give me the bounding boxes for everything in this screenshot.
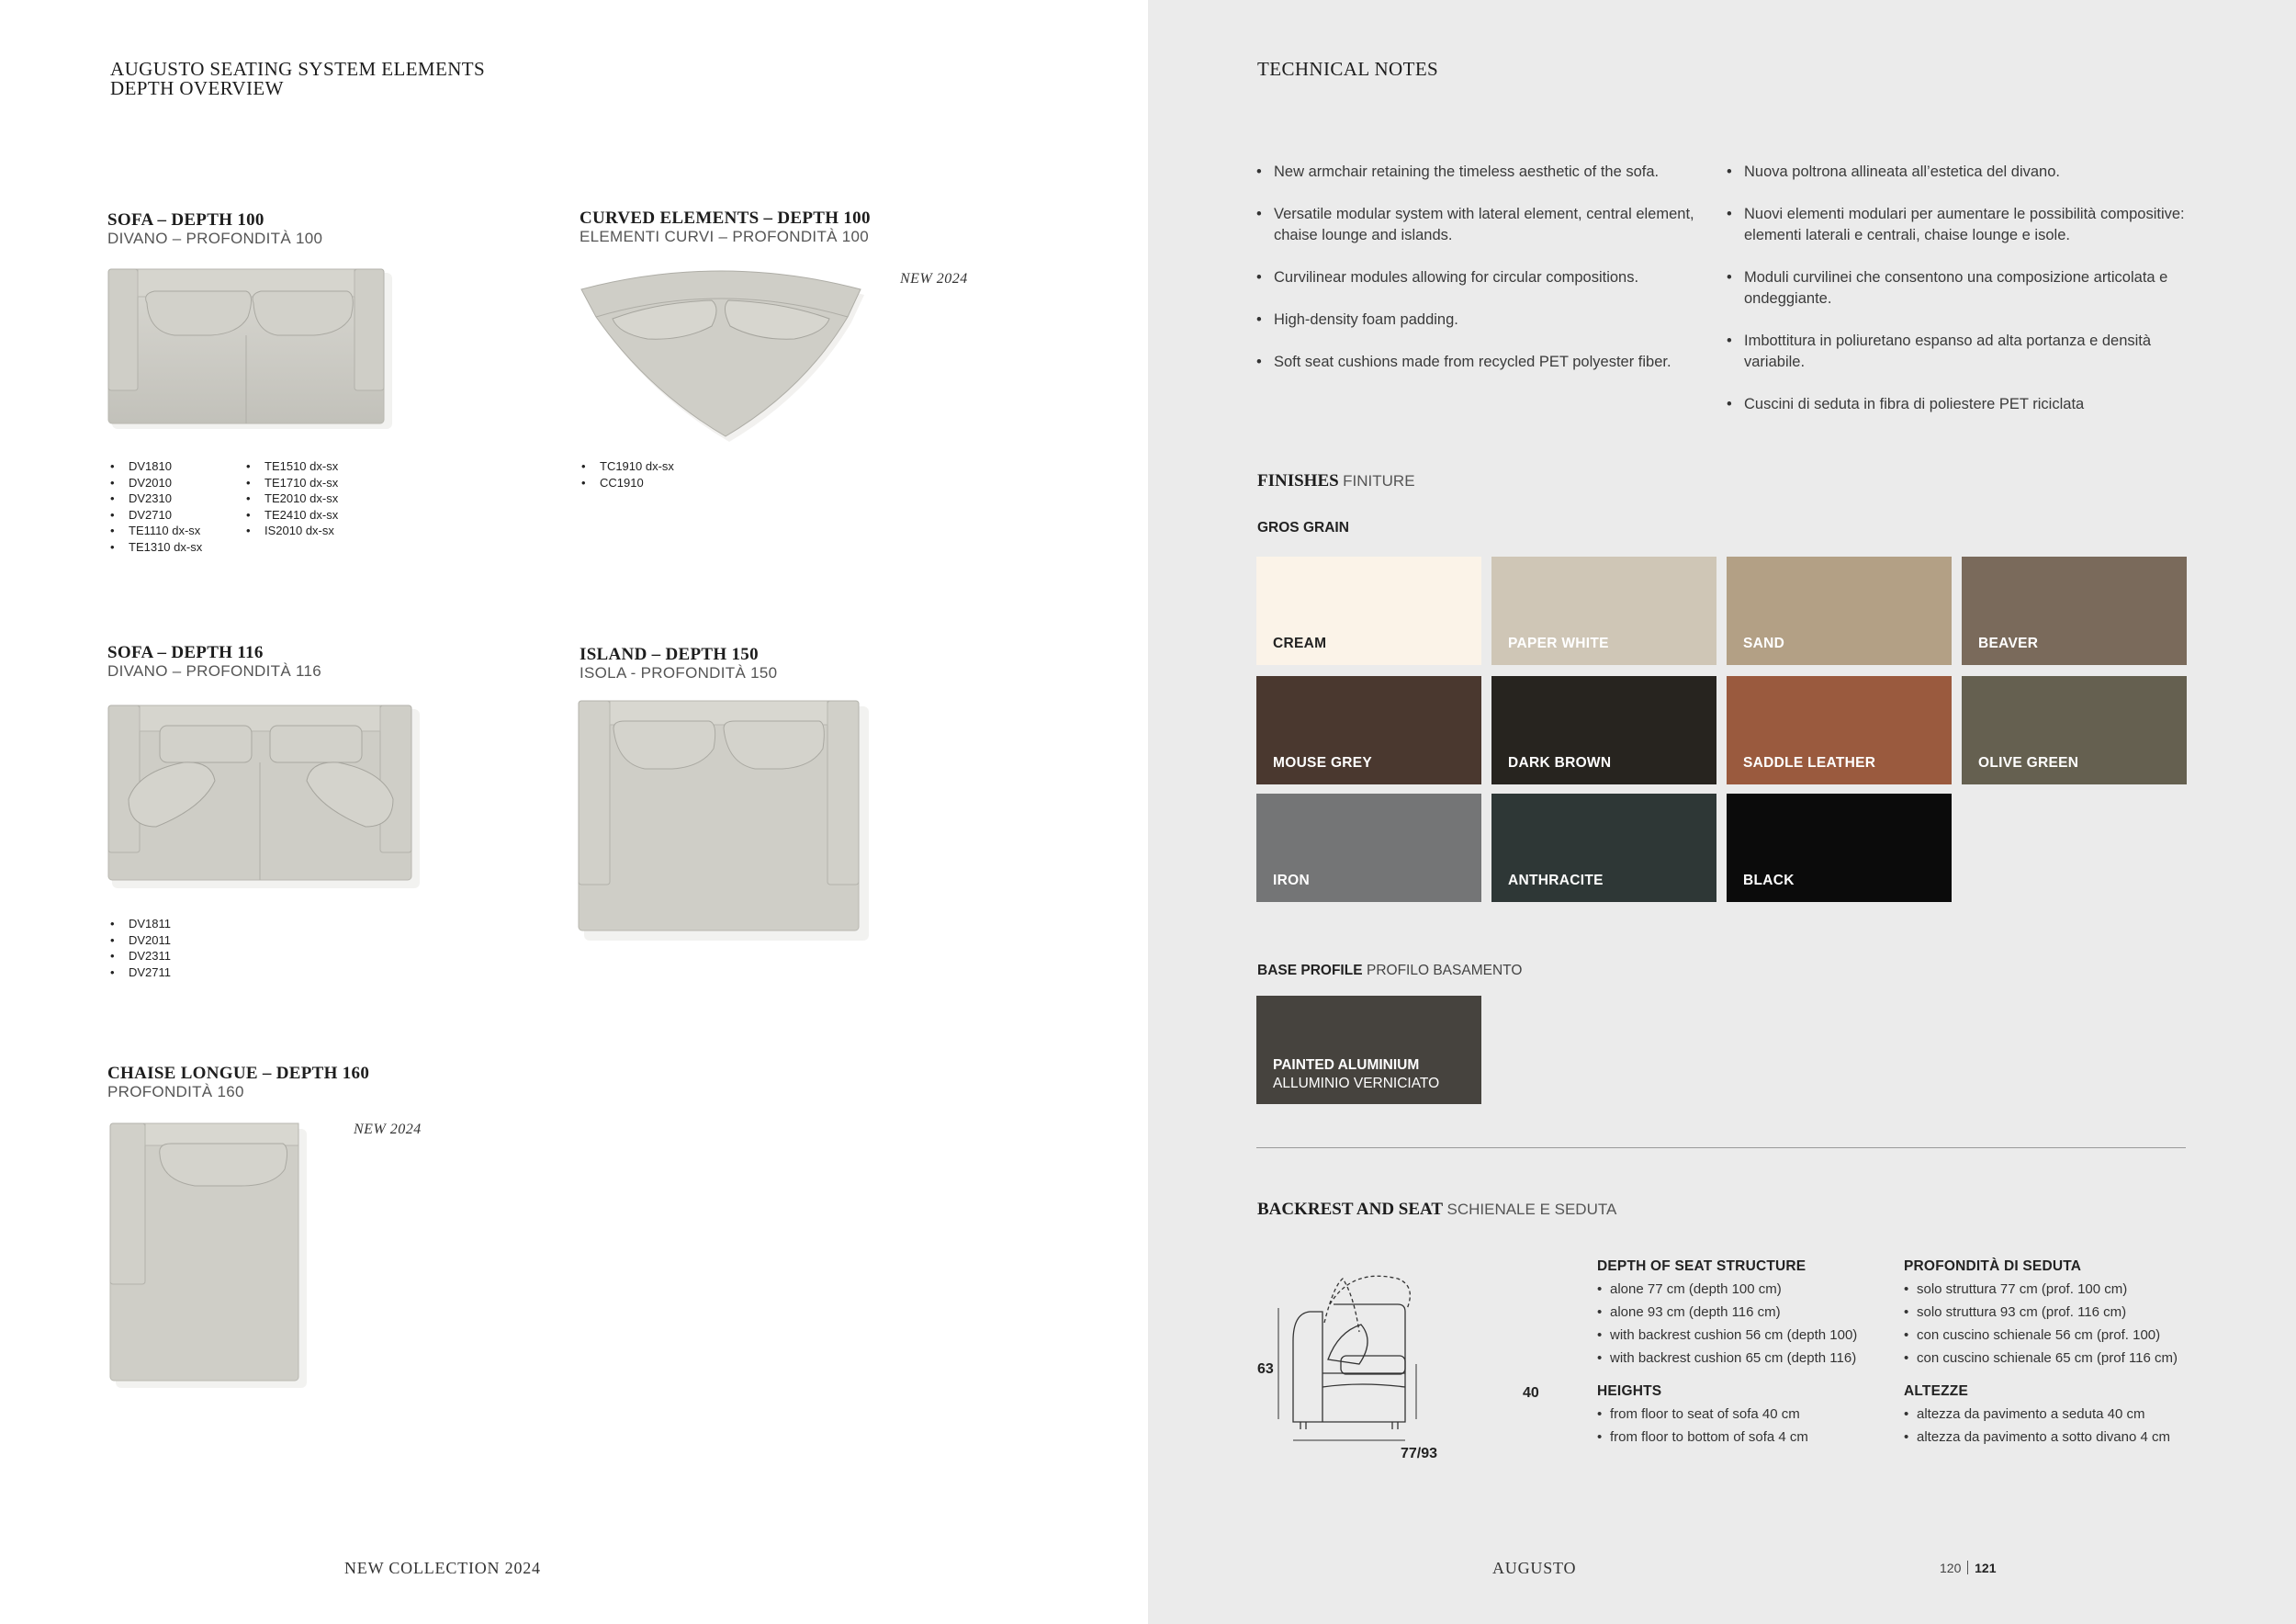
note-item: • Cuscini di seduta in fibra di poliestere PET riciclata <box>1727 394 2204 415</box>
spec-item: • altezza da pavimento a seduta 40 cm <box>1904 1403 2207 1426</box>
sofa-100-codes-col2 <box>244 458 338 539</box>
swatch-label: PAINTED ALUMINIUM <box>1273 1057 1420 1073</box>
base-profile-title: BASE PROFILE <box>1257 963 1363 978</box>
backrest-subtitle: SCHIENALE E SEDUTA <box>1446 1201 1617 1218</box>
sofa-100-codes-col1 <box>108 458 202 556</box>
code-item: • DV2310 <box>108 491 202 507</box>
note-item: • Nuova poltrona allineata all’estetica del divano. <box>1727 162 2204 183</box>
spec-list <box>1597 1403 1900 1449</box>
swatch-label: OLIVE GREEN <box>1978 755 2079 771</box>
notes-italian <box>1727 162 2204 436</box>
section-subtitle: ELEMENTI CURVI – PROFONDITÀ 100 <box>580 228 870 245</box>
notes-english <box>1256 162 1716 394</box>
sofa-116-codes <box>108 916 171 980</box>
swatch-label: BEAVER <box>1978 636 2039 651</box>
code-item: • TE2010 dx-sx <box>244 491 338 507</box>
note-item: • Moduli curvilinei che consentono una composizione articolata e ondeggiante. <box>1727 267 2204 310</box>
swatch-anthracite <box>1491 794 1716 902</box>
swatch-black <box>1727 794 1952 902</box>
code-item: • TE1310 dx-sx <box>108 539 202 556</box>
spec-item: • from floor to bottom of sofa 4 cm <box>1597 1426 1900 1449</box>
section-title: ISLAND – DEPTH 150 <box>580 645 759 664</box>
swatch-label: SADDLE LEATHER <box>1743 755 1876 771</box>
note-item: • New armchair retaining the timeless aesthetic of the sofa. <box>1256 162 1716 183</box>
spec-item: • altezza da pavimento a sotto divano 4 cm <box>1904 1426 2207 1449</box>
code-item: • DV1810 <box>108 458 202 475</box>
spec-list <box>1597 1278 1900 1370</box>
section-subtitle: DIVANO – PROFONDITÀ 116 <box>107 662 321 680</box>
swatch-beaver <box>1962 557 2187 665</box>
specs-italian <box>1904 1258 2207 1449</box>
new-tag: NEW 2024 <box>354 1122 422 1137</box>
swatch-paper-white <box>1491 557 1716 665</box>
chaise-section <box>107 1064 369 1101</box>
swatch-cream <box>1256 557 1481 665</box>
right-page <box>1148 0 2296 1624</box>
dim-seat-height: 40 <box>1523 1385 1539 1401</box>
spec-item: • solo struttura 77 cm (prof. 100 cm) <box>1904 1278 2207 1301</box>
code-item: • DV2311 <box>108 948 171 964</box>
island-image <box>571 694 874 946</box>
swatch-label: IRON <box>1273 873 1310 888</box>
swatch-label: ANTHRACITE <box>1508 873 1604 888</box>
base-swatch-labels <box>1273 1056 1439 1093</box>
page-number-left: 120 <box>1940 1561 1962 1575</box>
code-item: • DV2710 <box>108 507 202 524</box>
swatch-label: DARK BROWN <box>1508 755 1612 771</box>
section-subtitle: PROFONDITÀ 160 <box>107 1083 244 1100</box>
swatch-label: PAPER WHITE <box>1508 636 1609 651</box>
page-numbers <box>1940 1561 1997 1575</box>
page-header: TECHNICAL NOTES <box>1257 58 1439 80</box>
section-title: SOFA – DEPTH 100 <box>107 210 264 230</box>
swatch-mouse-grey <box>1256 676 1481 784</box>
spec-item: • con cuscino schienale 65 cm (prof 116 cm) <box>1904 1347 2207 1370</box>
code-item: • DV2011 <box>108 932 171 949</box>
curved-section <box>580 209 871 246</box>
sofa-100-section <box>107 210 322 248</box>
sofa-116-section <box>107 643 321 681</box>
spec-item: • from floor to seat of sofa 40 cm <box>1597 1403 1900 1426</box>
header-line-2: DEPTH OVERVIEW <box>110 77 284 99</box>
note-item: • Versatile modular system with lateral element, central element, chaise lounge and islands. <box>1256 204 1716 246</box>
swatch-saddle-leather <box>1727 676 1952 784</box>
chaise-longue-image <box>103 1116 314 1392</box>
base-profile-subtitle: PROFILO BASAMENTO <box>1367 963 1523 978</box>
finishes-title: FINISHES <box>1257 471 1339 491</box>
sofa-116-image <box>101 698 427 896</box>
spec-item: • with backrest cushion 65 cm (depth 116) <box>1597 1347 1900 1370</box>
code-item: • TE1710 dx-sx <box>244 475 338 491</box>
spec-heading: ALTEZZE <box>1904 1383 1968 1399</box>
new-tag: NEW 2024 <box>900 271 968 287</box>
swatch-label: SAND <box>1743 636 1785 651</box>
page-header <box>110 60 485 98</box>
curved-element-image <box>574 262 868 445</box>
spec-list <box>1904 1278 2207 1370</box>
footer-brand: AUGUSTO <box>1492 1559 1577 1577</box>
header-line-1: AUGUSTO SEATING SYSTEM ELEMENTS <box>110 58 486 80</box>
spec-item: • con cuscino schienale 56 cm (prof. 100) <box>1904 1324 2207 1347</box>
spec-item: • alone 93 cm (depth 116 cm) <box>1597 1301 1900 1324</box>
island-section <box>580 645 777 682</box>
spec-heading: DEPTH OF SEAT STRUCTURE <box>1597 1258 1806 1274</box>
code-item: • TE2410 dx-sx <box>244 507 338 524</box>
note-item: • Soft seat cushions made from recycled PET polyester fiber. <box>1256 352 1716 373</box>
page-number-right: 121 <box>1975 1561 1997 1575</box>
spec-item: • with backrest cushion 56 cm (depth 100) <box>1597 1324 1900 1347</box>
note-item: • Nuovi elementi modulari per aumentare le possibilità compositive: elementi laterali e centrali, chaise lounge e isole. <box>1727 204 2204 246</box>
note-item: • High-density foam padding. <box>1256 310 1716 331</box>
section-subtitle: ISOLA - PROFONDITÀ 150 <box>580 664 778 682</box>
code-item: • DV2711 <box>108 964 171 981</box>
code-item: • TE1110 dx-sx <box>108 523 202 539</box>
base-profile-heading <box>1257 963 1522 979</box>
backrest-heading <box>1257 1200 1616 1220</box>
section-title: SOFA – DEPTH 116 <box>107 643 264 662</box>
finishes-heading <box>1257 471 1415 491</box>
swatch-painted-aluminium <box>1256 996 1481 1104</box>
footer-collection: NEW COLLECTION 2024 <box>344 1559 541 1577</box>
code-item: • DV2010 <box>108 475 202 491</box>
swatch-label-italian: ALLUMINIO VERNICIATO <box>1273 1076 1440 1091</box>
page-number-divider <box>1967 1561 1968 1574</box>
curved-codes <box>580 458 674 491</box>
finish-group-label: GROS GRAIN <box>1257 520 1349 536</box>
spec-item: • solo struttura 93 cm (prof. 116 cm) <box>1904 1301 2207 1324</box>
swatch-label: BLACK <box>1743 873 1795 888</box>
swatch-label: MOUSE GREY <box>1273 755 1373 771</box>
finishes-subtitle: FINITURE <box>1343 472 1415 490</box>
specs-english <box>1597 1258 1900 1449</box>
code-item: • DV1811 <box>108 916 171 932</box>
swatch-sand <box>1727 557 1952 665</box>
note-item: • Imbottitura in poliuretano espanso ad alta portanza e densità variabile. <box>1727 331 2204 373</box>
spec-heading: HEIGHTS <box>1597 1383 1662 1399</box>
spec-item: • alone 77 cm (depth 100 cm) <box>1597 1278 1900 1301</box>
swatch-dark-brown <box>1491 676 1716 784</box>
sofa-100-image <box>101 262 400 441</box>
spec-list <box>1904 1403 2207 1449</box>
section-title: CHAISE LONGUE – DEPTH 160 <box>107 1064 370 1083</box>
code-item: • TE1510 dx-sx <box>244 458 338 475</box>
swatch-olive-green <box>1962 676 2187 784</box>
note-item: • Curvilinear modules allowing for circular compositions. <box>1256 267 1716 288</box>
code-item: • CC1910 <box>580 475 674 491</box>
code-item: • IS2010 dx-sx <box>244 523 338 539</box>
divider <box>1256 1147 2186 1148</box>
swatch-label: CREAM <box>1273 636 1327 651</box>
seat-section-diagram <box>1251 1268 1517 1465</box>
dim-height: 63 <box>1257 1361 1274 1377</box>
backrest-title: BACKREST AND SEAT <box>1257 1200 1444 1219</box>
dim-depth: 77/93 <box>1401 1446 1438 1461</box>
section-title: CURVED ELEMENTS – DEPTH 100 <box>580 209 871 228</box>
code-item: • TC1910 dx-sx <box>580 458 674 475</box>
swatch-iron <box>1256 794 1481 902</box>
spec-heading: PROFONDITÀ DI SEDUTA <box>1904 1258 2082 1274</box>
section-subtitle: DIVANO – PROFONDITÀ 100 <box>107 230 323 247</box>
